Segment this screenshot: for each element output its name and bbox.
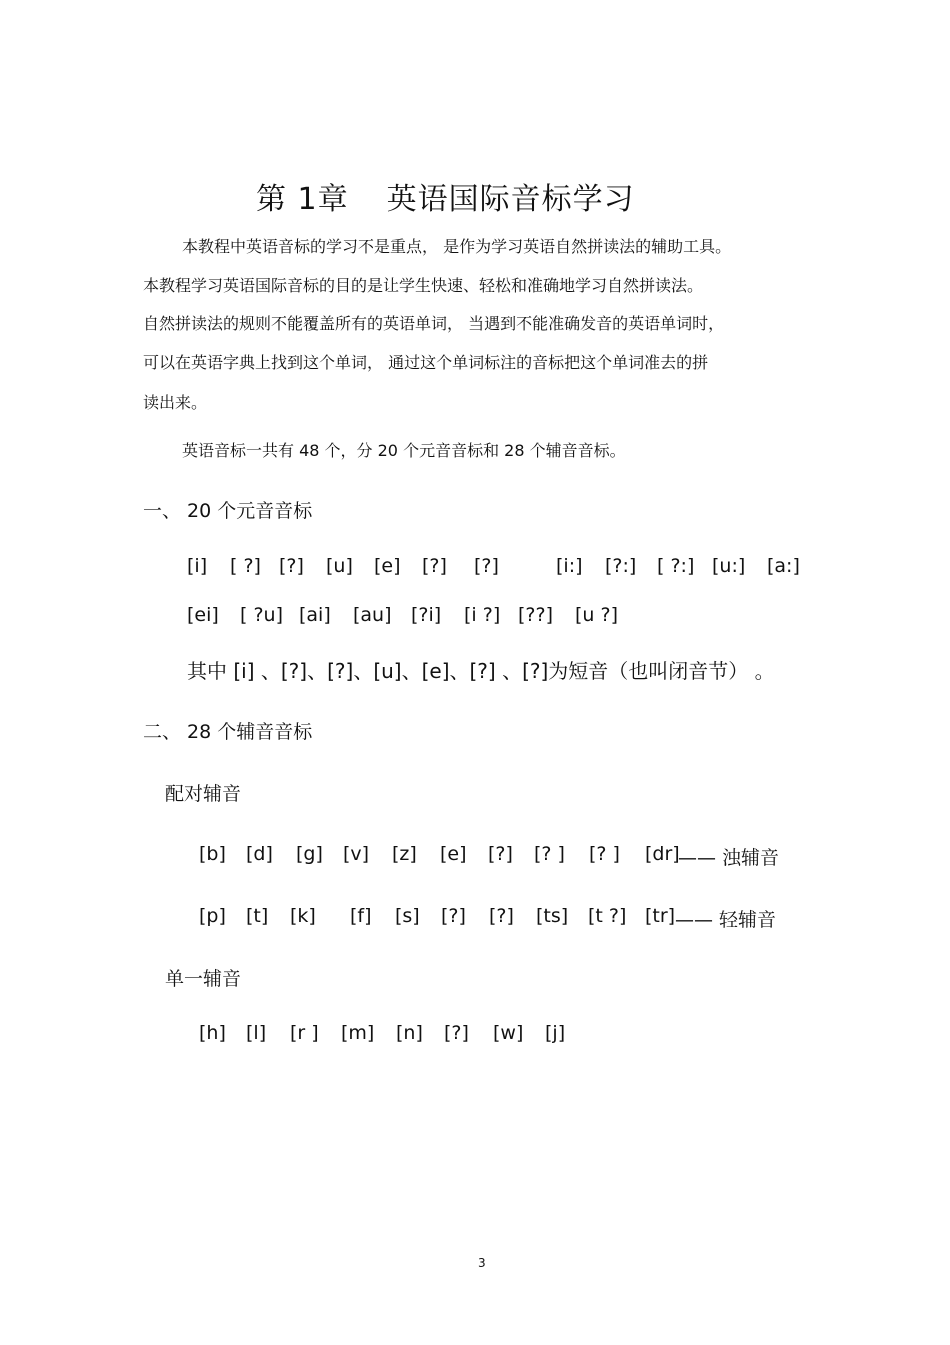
ipa-symbol: [p] xyxy=(199,905,226,927)
ipa-symbol: [ei] xyxy=(187,604,219,626)
ipa-symbol: [j] xyxy=(545,1022,566,1044)
ipa-symbol: [s] xyxy=(395,905,420,927)
ipa-symbol: [m] xyxy=(341,1022,375,1044)
section-heading-consonants: 二、 28 个辅音音标 xyxy=(143,721,313,743)
summary-line: 英语音标一共有 48 个，分 20 个元音音标和 28 个辅音音标。 xyxy=(182,441,626,460)
ipa-symbol: [a:] xyxy=(767,555,800,577)
voiced-consonant-row xyxy=(0,843,950,869)
voiceless-consonant-row xyxy=(0,905,950,931)
ipa-symbol: [au] xyxy=(353,604,392,626)
ipa-symbol: [i ?] xyxy=(464,604,501,626)
ipa-symbol: [dr] xyxy=(645,843,680,865)
ipa-symbol: [b] xyxy=(199,843,226,865)
ipa-symbol: [k] xyxy=(290,905,316,927)
ipa-symbol: [?] xyxy=(444,1022,469,1044)
ipa-symbol: [tr] xyxy=(645,905,676,927)
ipa-symbol: [?:] xyxy=(605,555,637,577)
ipa-symbol: [v] xyxy=(343,843,370,865)
chapter-title: 英语国际音标学习 xyxy=(386,182,635,217)
ipa-symbol: [d] xyxy=(246,843,273,865)
intro-line-1: 本教程中英语音标的学习不是重点， 是作为学习英语自然拼读法的辅助工具。 xyxy=(182,237,732,256)
ipa-symbol: [l] xyxy=(246,1022,267,1044)
ipa-symbol: [ts] xyxy=(536,905,569,927)
ipa-symbol: [u] xyxy=(326,555,353,577)
intro-line-3: 自然拼读法的规则不能覆盖所有的英语单词， 当遇到不能准确发音的英语单词时， xyxy=(143,314,725,333)
ipa-symbol: [f] xyxy=(350,905,372,927)
ipa-symbol: [g] xyxy=(296,843,323,865)
ipa-symbol: [?] xyxy=(422,555,447,577)
ipa-symbol: [? ] xyxy=(589,843,620,865)
ipa-symbol: [?i] xyxy=(411,604,442,626)
section-heading-vowels: 一、 20 个元音音标 xyxy=(143,500,313,522)
ipa-symbol: [?] xyxy=(279,555,304,577)
ipa-symbol: [t ?] xyxy=(588,905,627,927)
ipa-symbol: [?] xyxy=(441,905,466,927)
ipa-symbol: [ ?:] xyxy=(657,555,695,577)
vowel-row-2 xyxy=(0,604,950,630)
paired-consonants-label: 配对辅音 xyxy=(165,783,242,805)
ipa-symbol: [? ] xyxy=(534,843,565,865)
ipa-symbol: [ ?] xyxy=(230,555,261,577)
ipa-symbol: [w] xyxy=(493,1022,524,1044)
ipa-symbol: [?] xyxy=(489,905,514,927)
single-consonants-label: 单一辅音 xyxy=(165,968,242,990)
ipa-symbol: [n] xyxy=(396,1022,423,1044)
page-number: 3 xyxy=(478,1256,486,1270)
ipa-symbol: [ ?u] xyxy=(240,604,283,626)
ipa-symbol: [??] xyxy=(518,604,553,626)
ipa-symbol: [ai] xyxy=(299,604,331,626)
voiceless-label: —— 轻辅音 xyxy=(675,909,777,931)
intro-line-5: 读出来。 xyxy=(143,393,208,412)
ipa-symbol: [i] xyxy=(187,555,208,577)
intro-line-4: 可以在英语字典上找到这个单词， 通过这个单词标注的音标把这个单词准去的拼 xyxy=(143,353,709,372)
ipa-symbol: [u:] xyxy=(712,555,746,577)
ipa-symbol: [u ?] xyxy=(575,604,618,626)
short-vowel-note: 其中 [i] 、[?]、[?]、[u]、[e]、[?] 、[?]为短音（也叫闭音节） 。 xyxy=(187,659,775,683)
single-consonant-row xyxy=(0,1022,950,1048)
ipa-symbol: [?] xyxy=(488,843,513,865)
ipa-symbol: [?] xyxy=(474,555,499,577)
page-title xyxy=(256,174,635,218)
vowel-row-1 xyxy=(0,555,950,581)
voiced-label: —— 浊辅音 xyxy=(678,847,780,869)
ipa-symbol: [e] xyxy=(440,843,467,865)
ipa-symbol: [z] xyxy=(392,843,417,865)
ipa-symbol: [r ] xyxy=(290,1022,319,1044)
chapter-number: 第 1章 xyxy=(256,182,349,217)
ipa-symbol: [t] xyxy=(246,905,269,927)
ipa-symbol: [h] xyxy=(199,1022,226,1044)
ipa-symbol: [e] xyxy=(374,555,401,577)
intro-line-2: 本教程学习英语国际音标的目的是让学生快速、轻松和准确地学习自然拼读法。 xyxy=(143,276,704,295)
ipa-symbol: [i:] xyxy=(556,555,583,577)
